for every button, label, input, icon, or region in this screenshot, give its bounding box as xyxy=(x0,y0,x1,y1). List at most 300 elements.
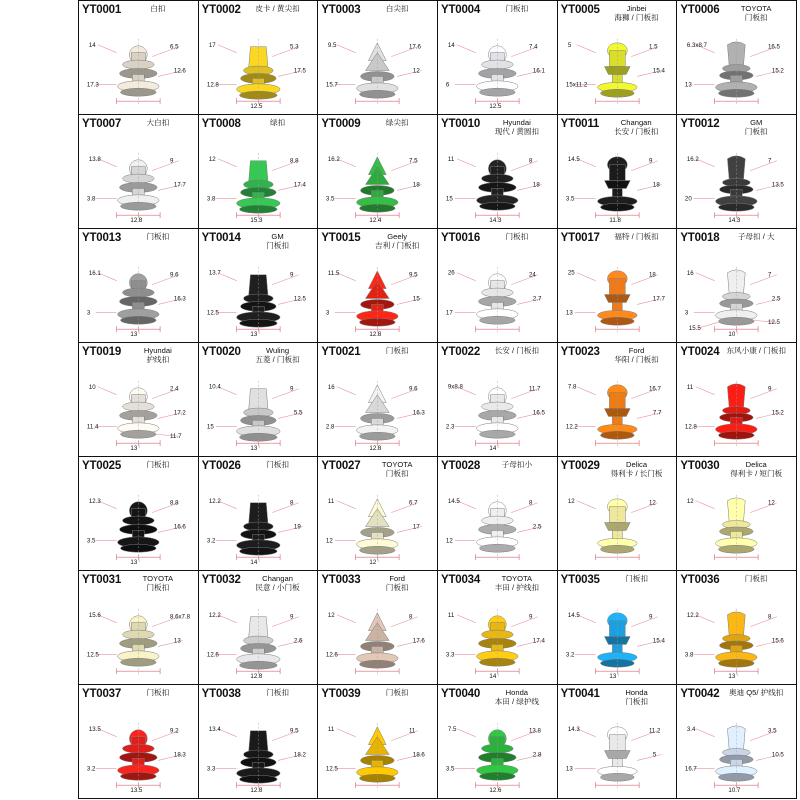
svg-text:12.8: 12.8 xyxy=(130,217,143,225)
product-header xyxy=(318,115,437,141)
svg-text:17.2: 17.2 xyxy=(173,409,186,417)
svg-text:3.2: 3.2 xyxy=(206,537,216,545)
svg-text:17.5: 17.5 xyxy=(293,67,306,75)
svg-text:12.2: 12.2 xyxy=(208,611,221,619)
svg-text:16.1: 16.1 xyxy=(532,67,545,75)
product-drawing xyxy=(318,481,437,570)
product-cell[interactable] xyxy=(79,685,199,799)
svg-text:11: 11 xyxy=(328,725,335,733)
product-title-line1: 门板扣 xyxy=(146,688,170,697)
product-code: YT0016 xyxy=(440,232,481,244)
product-header xyxy=(558,457,677,483)
svg-text:3.4: 3.4 xyxy=(687,725,696,733)
product-drawing xyxy=(677,139,796,228)
svg-text:2.4: 2.4 xyxy=(169,385,179,393)
product-drawing xyxy=(438,25,557,114)
product-code: YT0032 xyxy=(201,574,241,586)
product-title xyxy=(121,459,195,469)
product-header xyxy=(318,343,437,369)
svg-text:15.2: 15.2 xyxy=(772,409,785,417)
product-title-line1: 白扣 xyxy=(150,4,166,13)
product-title xyxy=(480,459,554,469)
product-title-line2: 门板扣 xyxy=(146,583,170,593)
product-drawing xyxy=(558,253,677,342)
product-cell[interactable] xyxy=(199,229,319,343)
product-title-line1: 门板扣 xyxy=(744,574,768,583)
product-drawing xyxy=(199,139,318,228)
product-code: YT0019 xyxy=(82,346,122,358)
svg-text:11.2: 11.2 xyxy=(648,727,661,735)
product-cell[interactable] xyxy=(558,229,678,343)
svg-text:20: 20 xyxy=(685,195,693,203)
svg-text:14.5: 14.5 xyxy=(447,497,460,505)
product-cell[interactable] xyxy=(438,343,558,457)
product-title-line1: Delica xyxy=(745,460,767,469)
product-title-line2: 华阳 / 门板扣 xyxy=(614,355,659,365)
product-title xyxy=(600,345,674,365)
product-header xyxy=(438,229,557,255)
product-header xyxy=(318,457,437,483)
product-code: YT0011 xyxy=(560,118,600,130)
product-header xyxy=(79,343,198,369)
product-header xyxy=(558,571,677,597)
svg-text:3.8: 3.8 xyxy=(685,651,694,659)
svg-text:12.6: 12.6 xyxy=(489,787,502,795)
product-drawing xyxy=(199,367,318,456)
svg-text:8: 8 xyxy=(409,613,413,621)
svg-text:8: 8 xyxy=(528,499,533,507)
product-title-line2: 门板扣 xyxy=(385,469,409,479)
product-cell[interactable] xyxy=(558,115,678,229)
product-title-line2: 门板扣 xyxy=(744,127,768,137)
product-drawing xyxy=(318,709,437,798)
product-code: YT0009 xyxy=(321,118,361,130)
svg-text:13: 13 xyxy=(173,637,181,645)
product-header xyxy=(438,1,557,27)
svg-text:15: 15 xyxy=(413,295,421,303)
svg-text:12.5: 12.5 xyxy=(489,103,502,111)
product-cell[interactable] xyxy=(677,1,797,115)
svg-text:11: 11 xyxy=(447,155,455,163)
product-cell[interactable] xyxy=(677,457,797,571)
product-title-line2: 现代 / 黄圆扣 xyxy=(494,127,540,137)
product-cell[interactable] xyxy=(677,685,797,799)
product-title-line2: 得利卡 / 短门板 xyxy=(730,469,783,479)
product-drawing xyxy=(318,139,437,228)
svg-text:2.5: 2.5 xyxy=(772,295,781,303)
product-code: YT0029 xyxy=(560,460,600,472)
product-cell[interactable] xyxy=(318,343,438,457)
product-drawing xyxy=(558,367,677,456)
svg-text:11: 11 xyxy=(409,727,416,735)
svg-text:3: 3 xyxy=(685,309,689,317)
product-code: YT0025 xyxy=(82,460,122,472)
svg-text:9.5: 9.5 xyxy=(328,41,337,49)
product-code: YT0015 xyxy=(321,232,361,244)
svg-text:12.2: 12.2 xyxy=(687,611,700,619)
product-cell[interactable] xyxy=(318,1,438,115)
svg-text:15.5: 15.5 xyxy=(689,325,702,333)
product-title xyxy=(121,687,195,697)
svg-text:16: 16 xyxy=(687,269,695,277)
product-title xyxy=(241,345,315,365)
product-header xyxy=(558,343,677,369)
product-title xyxy=(360,117,434,127)
svg-text:9: 9 xyxy=(648,157,653,165)
svg-text:12.6: 12.6 xyxy=(326,651,339,659)
svg-text:14: 14 xyxy=(489,445,497,453)
svg-text:7: 7 xyxy=(768,271,772,279)
svg-text:16.2: 16.2 xyxy=(328,155,341,163)
product-title-line2: 护线扣 xyxy=(146,355,170,365)
svg-text:18.3: 18.3 xyxy=(173,751,186,759)
svg-text:15: 15 xyxy=(206,423,214,431)
svg-text:13.8: 13.8 xyxy=(528,727,541,735)
product-drawing xyxy=(318,595,437,684)
product-cell[interactable] xyxy=(199,685,319,799)
product-title xyxy=(480,3,554,13)
product-drawing xyxy=(558,481,677,570)
product-title-line2: 门板扣 xyxy=(385,583,409,593)
product-title xyxy=(480,117,554,137)
svg-text:9: 9 xyxy=(169,157,174,165)
product-cell[interactable] xyxy=(438,685,558,799)
product-title xyxy=(719,573,793,583)
product-cell[interactable] xyxy=(438,229,558,343)
product-cell[interactable] xyxy=(558,1,678,115)
product-drawing xyxy=(558,139,677,228)
svg-text:3.5: 3.5 xyxy=(86,537,96,545)
svg-text:12: 12 xyxy=(687,497,695,505)
product-header xyxy=(199,685,318,711)
product-header xyxy=(677,229,796,255)
svg-text:11.7: 11.7 xyxy=(528,385,541,393)
svg-text:13.5: 13.5 xyxy=(772,181,785,189)
svg-text:10: 10 xyxy=(88,383,96,391)
product-header xyxy=(558,229,677,255)
product-drawing xyxy=(438,367,557,456)
svg-text:3: 3 xyxy=(326,309,330,317)
product-title-line1: 门板扣 xyxy=(505,4,529,13)
product-title-line1: 门板扣 xyxy=(505,232,529,241)
svg-text:12.8: 12.8 xyxy=(369,331,382,339)
svg-text:11: 11 xyxy=(328,497,335,505)
svg-text:13: 13 xyxy=(565,765,573,773)
product-cell[interactable] xyxy=(79,343,199,457)
product-drawing xyxy=(79,25,198,114)
product-code: YT0007 xyxy=(82,118,122,130)
product-drawing xyxy=(79,367,198,456)
svg-text:9.5: 9.5 xyxy=(289,727,299,735)
svg-text:12.6: 12.6 xyxy=(206,651,219,659)
product-drawing xyxy=(199,253,318,342)
svg-text:9.5: 9.5 xyxy=(409,271,418,279)
product-title-line1: Ford xyxy=(628,346,645,355)
svg-text:13: 13 xyxy=(250,445,257,453)
svg-text:13.7: 13.7 xyxy=(208,269,221,277)
product-drawing xyxy=(438,481,557,570)
product-code: YT0041 xyxy=(560,688,600,700)
product-code: YT0001 xyxy=(82,4,122,16)
svg-text:8: 8 xyxy=(528,157,533,165)
product-cell[interactable] xyxy=(558,457,678,571)
product-drawing xyxy=(677,253,796,342)
product-title-line1: 福特 / 门板扣 xyxy=(614,232,659,241)
product-cell[interactable] xyxy=(79,115,199,229)
product-title xyxy=(480,231,554,241)
product-title xyxy=(480,345,554,355)
product-title-line1: TOYOTA xyxy=(740,4,772,13)
product-code: YT0024 xyxy=(680,346,720,358)
product-cell[interactable] xyxy=(199,571,319,685)
product-title xyxy=(719,345,793,355)
product-header xyxy=(438,115,557,141)
product-title xyxy=(241,117,315,127)
product-drawing xyxy=(318,253,437,342)
svg-text:8.6x7.8: 8.6x7.8 xyxy=(169,613,191,621)
product-cell[interactable] xyxy=(79,571,199,685)
svg-text:18.6: 18.6 xyxy=(413,751,426,759)
svg-text:9: 9 xyxy=(289,271,294,279)
product-drawing xyxy=(558,709,677,798)
product-title-line2: 吉利 / 门板扣 xyxy=(375,241,420,251)
product-code: YT0033 xyxy=(321,574,361,586)
product-cell[interactable] xyxy=(199,115,319,229)
product-cell[interactable] xyxy=(318,115,438,229)
product-header xyxy=(558,1,677,27)
svg-text:12.5: 12.5 xyxy=(250,103,263,111)
svg-text:3.2: 3.2 xyxy=(86,765,96,773)
product-header xyxy=(199,115,318,141)
svg-text:17.7: 17.7 xyxy=(173,181,186,189)
svg-text:9: 9 xyxy=(768,385,772,393)
svg-text:13: 13 xyxy=(130,445,138,453)
svg-text:16.2: 16.2 xyxy=(687,155,700,163)
svg-text:10.7: 10.7 xyxy=(728,787,741,795)
svg-text:12: 12 xyxy=(413,67,421,75)
product-title-line1: Changan xyxy=(620,118,652,127)
product-code: YT0010 xyxy=(440,118,481,130)
product-cell[interactable] xyxy=(677,571,797,685)
product-header xyxy=(677,685,796,711)
product-cell[interactable] xyxy=(79,457,199,571)
product-header xyxy=(199,1,318,27)
product-header xyxy=(318,685,437,711)
svg-text:3.3: 3.3 xyxy=(445,651,455,659)
svg-text:24: 24 xyxy=(528,271,536,279)
svg-text:13: 13 xyxy=(130,559,138,567)
product-cell[interactable] xyxy=(318,685,438,799)
product-header xyxy=(199,229,318,255)
svg-text:13: 13 xyxy=(685,81,693,89)
product-title-line1: Honda xyxy=(625,688,648,697)
product-cell[interactable] xyxy=(318,457,438,571)
product-drawing xyxy=(438,595,557,684)
product-cell[interactable] xyxy=(79,1,199,115)
svg-text:12.8: 12.8 xyxy=(369,445,382,453)
svg-text:12: 12 xyxy=(326,537,334,545)
product-cell[interactable] xyxy=(677,115,797,229)
svg-text:3.8: 3.8 xyxy=(206,195,216,203)
product-title xyxy=(241,459,315,469)
svg-text:12: 12 xyxy=(648,499,656,507)
svg-text:16.7: 16.7 xyxy=(648,385,661,393)
svg-text:19: 19 xyxy=(293,523,301,531)
svg-text:12.2: 12.2 xyxy=(565,423,578,431)
product-title-line1: 奥迪 Q5/ 护线扣 xyxy=(728,688,784,697)
product-cell[interactable] xyxy=(558,343,678,457)
product-title xyxy=(600,687,674,707)
product-title-line1: 门板扣 xyxy=(385,688,409,697)
product-code: YT0018 xyxy=(680,232,720,244)
product-header xyxy=(438,571,557,597)
svg-text:12.3: 12.3 xyxy=(88,497,101,505)
svg-text:3: 3 xyxy=(86,309,91,317)
product-cell[interactable] xyxy=(438,571,558,685)
product-cell[interactable] xyxy=(558,685,678,799)
product-cell[interactable] xyxy=(79,229,199,343)
svg-text:12.8: 12.8 xyxy=(685,423,698,431)
svg-text:14.3: 14.3 xyxy=(567,725,580,733)
product-title xyxy=(360,687,434,697)
product-code: YT0040 xyxy=(440,688,481,700)
product-drawing xyxy=(677,595,796,684)
product-cell[interactable] xyxy=(438,115,558,229)
product-code: YT0022 xyxy=(440,346,481,358)
product-cell[interactable] xyxy=(438,1,558,115)
product-cell[interactable] xyxy=(199,457,319,571)
product-cell[interactable] xyxy=(438,457,558,571)
svg-text:15: 15 xyxy=(445,195,453,203)
product-title xyxy=(121,231,195,241)
svg-text:16: 16 xyxy=(328,383,336,391)
svg-text:15.3: 15.3 xyxy=(250,217,263,225)
product-title-line1: Ford xyxy=(389,574,405,583)
product-title xyxy=(719,117,793,137)
svg-text:14: 14 xyxy=(88,41,96,49)
product-cell[interactable] xyxy=(318,571,438,685)
product-code: YT0035 xyxy=(560,574,600,586)
product-title-line1: Wuling xyxy=(265,346,290,355)
svg-text:12.2: 12.2 xyxy=(208,497,221,505)
svg-text:14: 14 xyxy=(489,673,497,681)
product-drawing xyxy=(79,253,198,342)
svg-text:3.5: 3.5 xyxy=(445,765,455,773)
svg-text:8: 8 xyxy=(289,499,294,507)
product-title-line2: 本田 / 绿护线 xyxy=(494,697,540,707)
svg-text:6.7: 6.7 xyxy=(409,499,418,507)
product-cell[interactable] xyxy=(199,343,319,457)
product-drawing xyxy=(199,595,318,684)
product-header xyxy=(438,457,557,483)
product-code: YT0030 xyxy=(680,460,720,472)
product-title xyxy=(241,231,315,251)
product-header xyxy=(79,229,198,255)
product-title xyxy=(600,459,674,479)
product-title-line1: 长安 / 门板扣 xyxy=(494,346,540,355)
svg-text:18.2: 18.2 xyxy=(293,751,306,759)
product-drawing xyxy=(438,139,557,228)
product-title-line2: 门板扣 xyxy=(266,241,289,251)
svg-text:12: 12 xyxy=(328,611,336,619)
product-cell[interactable] xyxy=(199,1,319,115)
svg-text:17.3: 17.3 xyxy=(86,81,99,89)
product-header xyxy=(438,685,557,711)
svg-text:25: 25 xyxy=(567,269,575,277)
svg-text:17.7: 17.7 xyxy=(652,295,665,303)
product-code: YT0014 xyxy=(201,232,241,244)
svg-text:9.2: 9.2 xyxy=(169,727,179,735)
product-title-line1: TOYOTA xyxy=(501,574,533,583)
product-header xyxy=(79,1,198,27)
product-header xyxy=(318,229,437,255)
product-code: YT0027 xyxy=(321,460,361,472)
svg-text:12: 12 xyxy=(768,499,776,507)
product-title xyxy=(360,231,434,251)
svg-text:9.6: 9.6 xyxy=(169,271,179,279)
svg-text:6.5: 6.5 xyxy=(169,43,179,51)
product-title xyxy=(241,687,315,697)
product-title xyxy=(360,3,434,13)
product-title xyxy=(360,345,434,355)
svg-text:7.5: 7.5 xyxy=(447,725,457,733)
product-title-line1: 门板扣 xyxy=(146,232,170,241)
product-code: YT0013 xyxy=(82,232,122,244)
product-header xyxy=(79,457,198,483)
product-title xyxy=(121,573,195,593)
svg-text:12: 12 xyxy=(369,559,377,567)
product-code: YT0042 xyxy=(680,688,720,700)
product-cell[interactable] xyxy=(677,343,797,457)
svg-text:12: 12 xyxy=(208,155,216,163)
svg-text:10.5: 10.5 xyxy=(772,751,785,759)
product-cell[interactable] xyxy=(558,571,678,685)
svg-text:11.5: 11.5 xyxy=(328,269,340,277)
svg-text:9.6: 9.6 xyxy=(409,385,418,393)
product-title-line1: GM xyxy=(750,118,763,127)
product-header xyxy=(558,685,677,711)
svg-text:3.5: 3.5 xyxy=(768,727,777,735)
product-title-line1: Hyundai xyxy=(143,346,172,355)
product-header xyxy=(199,571,318,597)
svg-text:6.3x8.7: 6.3x8.7 xyxy=(687,41,708,49)
product-header xyxy=(677,1,796,27)
svg-text:17.4: 17.4 xyxy=(532,637,545,645)
product-title-line2: 丰田 / 护线扣 xyxy=(494,583,540,593)
product-title-line1: TOYOTA xyxy=(142,574,174,583)
svg-text:7.7: 7.7 xyxy=(652,409,662,417)
product-title-line2: 长安 / 门板扣 xyxy=(614,127,659,137)
svg-text:12.5: 12.5 xyxy=(293,295,306,303)
product-title-line1: 门板扣 xyxy=(266,460,289,469)
product-title-line1: 子母扣 / 大 xyxy=(737,232,775,241)
product-cell[interactable] xyxy=(318,229,438,343)
svg-text:5: 5 xyxy=(652,751,657,759)
product-header xyxy=(677,343,796,369)
product-cell[interactable] xyxy=(677,229,797,343)
svg-text:2.6: 2.6 xyxy=(293,637,303,645)
product-code: YT0036 xyxy=(680,574,720,586)
product-title-line1: 东风小康 / 门板扣 xyxy=(726,346,786,355)
product-title-line1: Changan xyxy=(262,574,293,583)
product-code: YT0002 xyxy=(201,4,241,16)
product-drawing xyxy=(79,595,198,684)
product-drawing xyxy=(677,25,796,114)
svg-text:12.5: 12.5 xyxy=(206,309,219,317)
product-code: YT0028 xyxy=(440,460,481,472)
svg-text:11.7: 11.7 xyxy=(169,433,182,441)
product-title-line2: 海狮 / 门板扣 xyxy=(614,13,659,23)
